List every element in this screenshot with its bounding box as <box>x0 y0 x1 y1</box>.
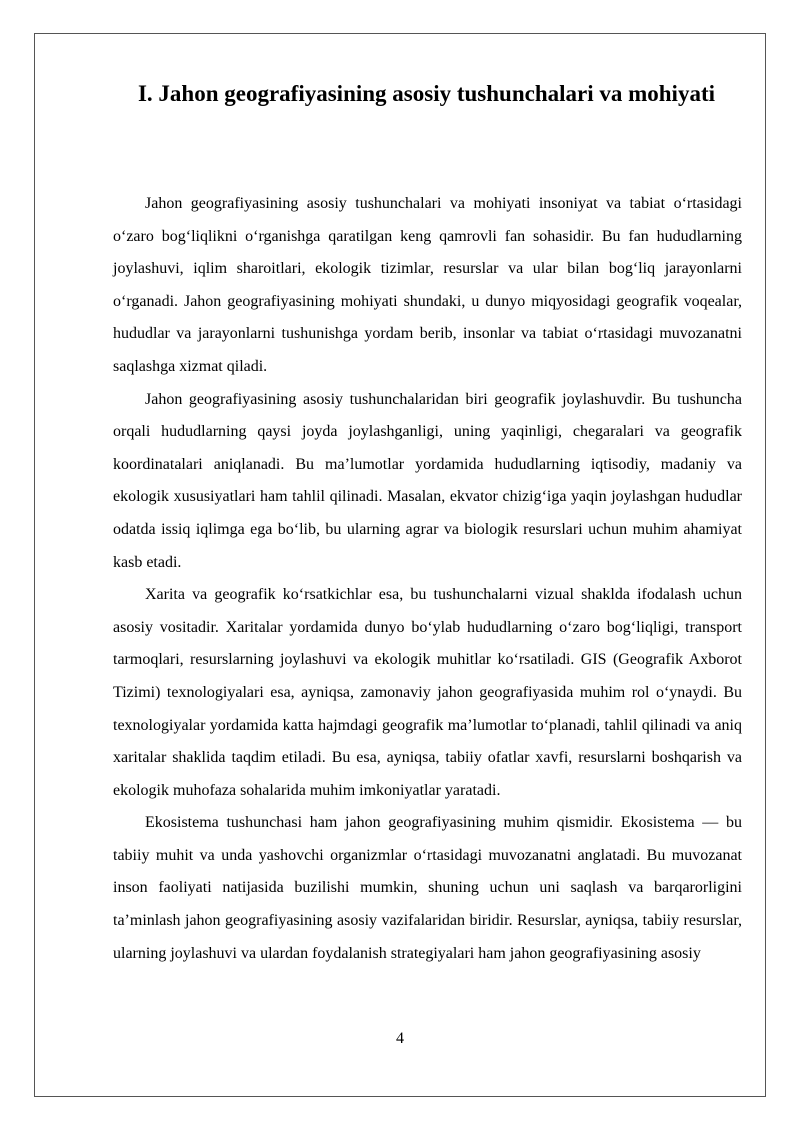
body-text <box>113 188 742 970</box>
page-title: I. Jahon geografiyasining asosiy tushunchalari va mohiyati <box>137 81 715 106</box>
paragraph-4: Ekosistema tushunchasi ham jahon geografiyasining muhim qismidir. Ekosistema — bu tabiiy muhit va unda yashovchi organizmlar o‘rtasidagi muvozanatni anglatadi. Bu muvozanat inson faoliyati natijasida buzilishi mumkin, shuning uchun uni saqlash va barqarorligini ta’minlash jahon geografiyasining asosiy vazifalaridan biridir. Resurslar, ayniqsa, tabiiy resurslar, ularning joylashuvi va ulardan foydalanish strategiyalari ham jahon geografiyasining asosiy <box>113 814 742 962</box>
paragraph-3: Xarita va geografik ko‘rsatkichlar esa, bu tushunchalarni vizual shaklda ifodalash uchun asosiy vositadir. Xaritalar yordamida dunyo bo‘ylab hududlarning o‘zaro bog‘liqligi, transport tarmoqlari, resurslarning joylashuvi va ekologik muhitlar ko‘rsatiladi. GIS (Geografik Axborot Tizimi) texnologiyalari esa, ayniqsa, zamonaviy jahon geografiyasida muhim rol o‘ynaydi. Bu texnologiyalar yordamida katta hajmdagi geografik ma’lumotlar to‘planadi, tahlil qilinadi va aniq xaritalar shaklida taqdim etiladi. Bu esa, ayniqsa, tabiiy ofatlar xavfi, resurslarni boshqarish va ekologik muhofaza sohalarida muhim imkoniyatlar yaratadi. <box>113 586 742 799</box>
page-number: 4 <box>396 1030 404 1047</box>
paragraph-2: Jahon geografiyasining asosiy tushunchalaridan biri geografik joylashuvdir. Bu tushuncha orqali hududlarning qaysi joyda joylashganligi, uning yaqinligi, chegaralari va geografik koordinatalari aniqlanadi. Bu ma’lumotlar yordamida hududlarning iqtisodiy, madaniy va ekologik xususiyatlari ham tahlil qilinadi. Masalan, ekvator chizig‘iga yaqin joylashgan hududlar odatda issiq iqlimga ega bo‘lib, bu ularning agrar va biologik resurslari uchun muhim ahamiyat kasb etadi. <box>113 390 742 571</box>
paragraph-1: Jahon geografiyasining asosiy tushunchalari va mohiyati insoniyat va tabiat o‘rtasidagi o‘zaro bog‘liqlikni o‘rganishga qaratilgan keng qamrovli fan sohasidir. Bu fan hududlarning joylashuvi, iqlim sharoitlari, ekologik tizimlar, resurslar va ular bilan bog‘liq jarayonlarni o‘rganadi. Jahon geografiyasining mohiyati shundaki, u dunyo miqyosidagi geografik voqealar, hududlar va jarayonlarni tushunishga yordam berib, insonlar va tabiat o‘rtasidagi muvozanatni saqlashga xizmat qiladi. <box>113 195 742 375</box>
